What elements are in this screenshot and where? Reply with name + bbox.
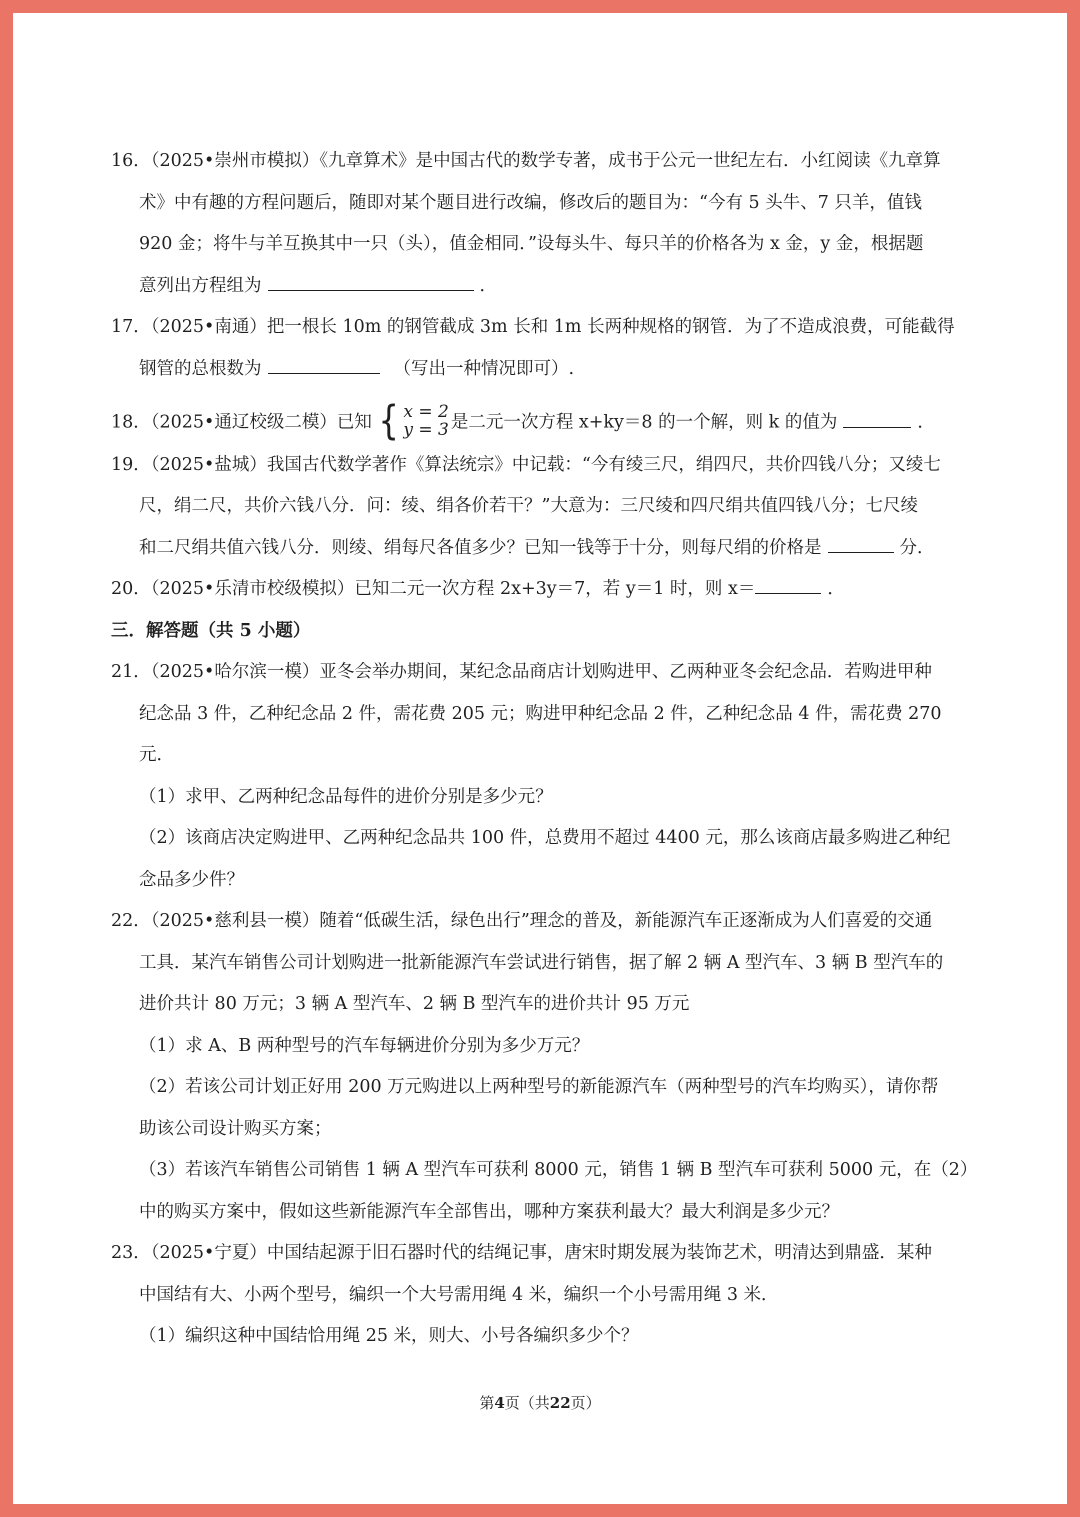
q22-part-1: （1）求 A、B 两种型号的汽车每辆进价分别为多少万元？ [139, 1036, 590, 1056]
footer-prefix: 第 [479, 1394, 495, 1412]
q16-line-2: 术》中有趣的方程问题后，随即对某个题目进行改编，修改后的题目为：“今有 5 头牛、7 只羊，值钱 [139, 193, 922, 213]
q18-eq-x: x = 2 [403, 402, 449, 422]
q20-answer-blank[interactable] [755, 577, 821, 594]
q22-line-2: 工具．某汽车销售公司计划购进一批新能源汽车尝试进行销售，据了解 2 辆 A 型汽车、3 辆 B 型汽车的 [139, 953, 944, 973]
q21-line-2: 纪念品 3 件，乙种纪念品 2 件，需花费 205 元；购进甲种纪念品 2 件，乙种纪念品 4 件，需花费 270 [139, 704, 942, 724]
q18-eq-y: y = 3 [403, 420, 449, 440]
q20-line [111, 577, 845, 601]
q22-part-3-line-2: 中的购买方案中，假如这些新能源汽车全部售出，哪种方案获利最大？最大利润是多少元？ [139, 1202, 839, 1222]
q20-end: ． [827, 579, 845, 599]
q16-text: 意列出方程组为 [139, 276, 262, 296]
q23-part-1: （1）编织这种中国结恰用绳 25 米，则大、小号各编织多少个？ [139, 1326, 639, 1346]
q18-line [111, 398, 935, 444]
q18-equation-system [376, 398, 449, 444]
q17-answer-blank[interactable] [268, 357, 380, 374]
exam-page [13, 13, 1067, 1504]
q19-line-2: 尺，绢二尺，共价六钱八分．问：绫、绢各价若干？”大意为：三尺绫和四尺绢共值四钱八分；七尺绫 [139, 496, 918, 516]
q22-line-3: 进价共计 80 万元；3 辆 A 型汽车、2 辆 B 型汽车的进价共计 95 万元 [139, 994, 690, 1014]
q22-part-2-line-2: 助该公司设计购买方案； [139, 1119, 332, 1139]
current-page-number: 4 [494, 1394, 505, 1412]
q17-line-2 [139, 357, 574, 381]
q18-text: 是二元一次方程 x+ky＝8 的一个解，则 k 的值为 [450, 412, 838, 433]
q17-text: 钢管的总根数为 [139, 359, 262, 379]
q16-line-1: 16．（2025•崇州市模拟）《九章算术》是中国古代的数学专著，成书于公元一世纪左右．小红阅读《九章算 [111, 151, 941, 171]
q18-prefix: 18．（2025•通辽校级二模）已知 [111, 412, 372, 433]
q19-answer-blank[interactable] [828, 536, 894, 553]
total-pages: 22 [549, 1394, 571, 1412]
q16-answer-blank[interactable] [268, 274, 474, 291]
q20-text: 20．（2025•乐清市校级模拟）已知二元一次方程 2x+3y＝7，若 y＝1 时，则 x＝ [111, 579, 756, 599]
footer-suffix: 页） [570, 1394, 601, 1412]
q22-line-1: 22．（2025•慈利县一模）随着“低碳生活，绿色出行”理念的普及，新能源汽车正逐渐成为人们喜爱的交通 [111, 911, 933, 931]
footer-middle: 页（共 [504, 1394, 550, 1412]
q21-line-3: 元． [139, 745, 174, 765]
q21-part-1: （1）求甲、乙两种纪念品每件的进价分别是多少元？ [139, 787, 553, 807]
q18-end: ． [917, 412, 935, 433]
q23-line-1: 23．（2025•宁夏）中国结起源于旧石器时代的结绳记事，唐宋时期发展为装饰艺术，明清达到鼎盛．某种 [111, 1243, 932, 1263]
q16-end: ． [479, 276, 497, 296]
q22-part-2-line-1: （2）若该公司计划正好用 200 万元购进以上两种型号的新能源汽车（两种型号的汽车均购买），请你帮 [139, 1077, 939, 1097]
q22-part-3-line-1: （3）若该汽车销售公司销售 1 辆 A 型汽车可获利 8000 元，销售 1 辆 B 型汽车可获利 5000 元，在（2） [139, 1160, 978, 1180]
q19-line-1: 19．（2025•盐城）我国古代数学著作《算法统宗》中记载：“今有绫三尺，绢四尺，共价四钱八分；又绫七 [111, 455, 941, 475]
q21-line-1: 21．（2025•哈尔滨一模）亚冬会举办期间，某纪念品商店计划购进甲、乙两种亚冬会纪念品．若购进甲种 [111, 662, 932, 682]
q21-part-2-line-1: （2）该商店决定购进甲、乙两种纪念品共 100 件，总费用不超过 4400 元，那么该商店最多购进乙种纪 [139, 828, 951, 848]
brace-icon: { [378, 398, 399, 444]
q19-end: 分． [899, 538, 935, 558]
q23-line-2: 中国结有大、小两个型号，编织一个大号需用绳 4 米，编织一个小号需用绳 3 米． [139, 1285, 779, 1305]
q16-line-3: 920 金；将牛与羊互换其中一只（头），值金相同．”设每头牛、每只羊的价格各为 x 金，y 金，根据题 [139, 234, 924, 254]
q16-line-4 [139, 274, 497, 298]
q19-text: 和二尺绢共值六钱八分．则绫、绢每尺各值多少？已知一钱等于十分，则每尺绢的价格是 [139, 538, 822, 558]
q19-line-3 [139, 536, 935, 560]
q17-line-1: 17．（2025•南通）把一根长 10m 的钢管截成 3m 长和 1m 长两种规格的钢管．为了不造成浪费，可能截得 [111, 317, 955, 337]
section-heading: 三．解答题（共 5 小题） [111, 621, 311, 641]
page-footer [13, 1393, 1067, 1413]
q17-note: （写出一种情况即可）. [393, 359, 575, 379]
q21-part-2-line-2: 念品多少件？ [139, 870, 244, 890]
q18-answer-blank[interactable] [843, 411, 911, 428]
